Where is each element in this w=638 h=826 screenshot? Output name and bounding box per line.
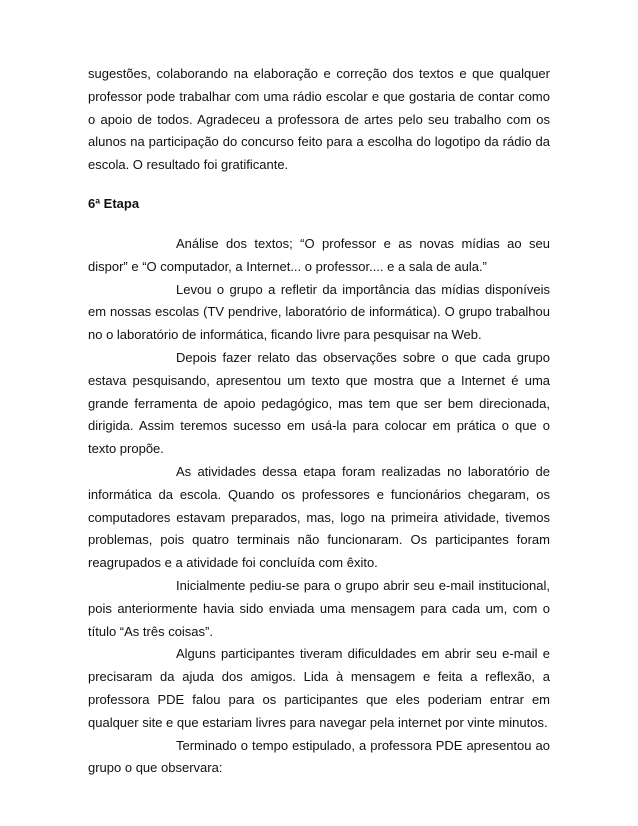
paragraph-media-reflection: Levou o grupo a refletir da importância das mídias disponíveis em nossas escolas (TV pendrive, laboratório de informática). O grupo trabalhou no o laboratório de informática, ficando livre para pesquisar na Web. xyxy=(88,281,550,343)
section-heading: 6ª Etapa xyxy=(88,195,140,211)
paragraph-conclusion: Terminado o tempo estipulado, a professora PDE apresentou ao grupo o que observara: xyxy=(88,737,550,776)
document-page xyxy=(88,63,550,780)
paragraph-lab-activities: As atividades dessa etapa foram realizadas no laboratório de informática da escola. Quando os professores e funcionários chegaram, os computadores estavam preparados, mas, logo na primeira atividade, tivemos problemas, pois quatro terminais não funcionaram. Os participantes foram reagrupados e a atividade foi concluída com êxito. xyxy=(88,463,550,571)
intro-paragraph: sugestões, colaborando na elaboração e correção dos textos e que qualquer professor pode trabalhar com uma rádio escolar e que gostaria de contar como o apoio de todos. Agradeceu a professora de artes pelo seu trabalho com os alunos na participação do concurso feito para a escolha do logotipo da rádio da escola. O resultado foi gratificante. xyxy=(88,66,550,173)
paragraph-email-task: Inicialmente pediu-se para o grupo abrir seu e-mail institucional, pois anteriormente havia sido enviada uma mensagem para cada um, com o título “As três coisas”. xyxy=(88,577,550,639)
paragraph-analysis: Análise dos textos; “O professor e as novas mídias ao seu dispor” e “O computador, a Internet... o professor.... e a sala de aula.” xyxy=(88,235,550,274)
paragraph-participant-difficulties: Alguns participantes tiveram dificuldades em abrir seu e-mail e precisaram da ajuda dos amigos. Lida à mensagem e feita a reflexão, a professora PDE falou para os participantes que eles poderiam entrar em qualquer site e que estariam livres para navegar pela internet por vinte minutos. xyxy=(88,646,550,730)
paragraph-research-report: Depois fazer relato das observações sobre o que cada grupo estava pesquisando, apresentou um texto que mostra que a Internet é uma grande ferramenta de apoio pedagógico, mas tem que ser bem direcionada, dirigida. Assim teremos sucesso em usá-la para colocar em prática o que o texto propõe. xyxy=(88,349,550,457)
